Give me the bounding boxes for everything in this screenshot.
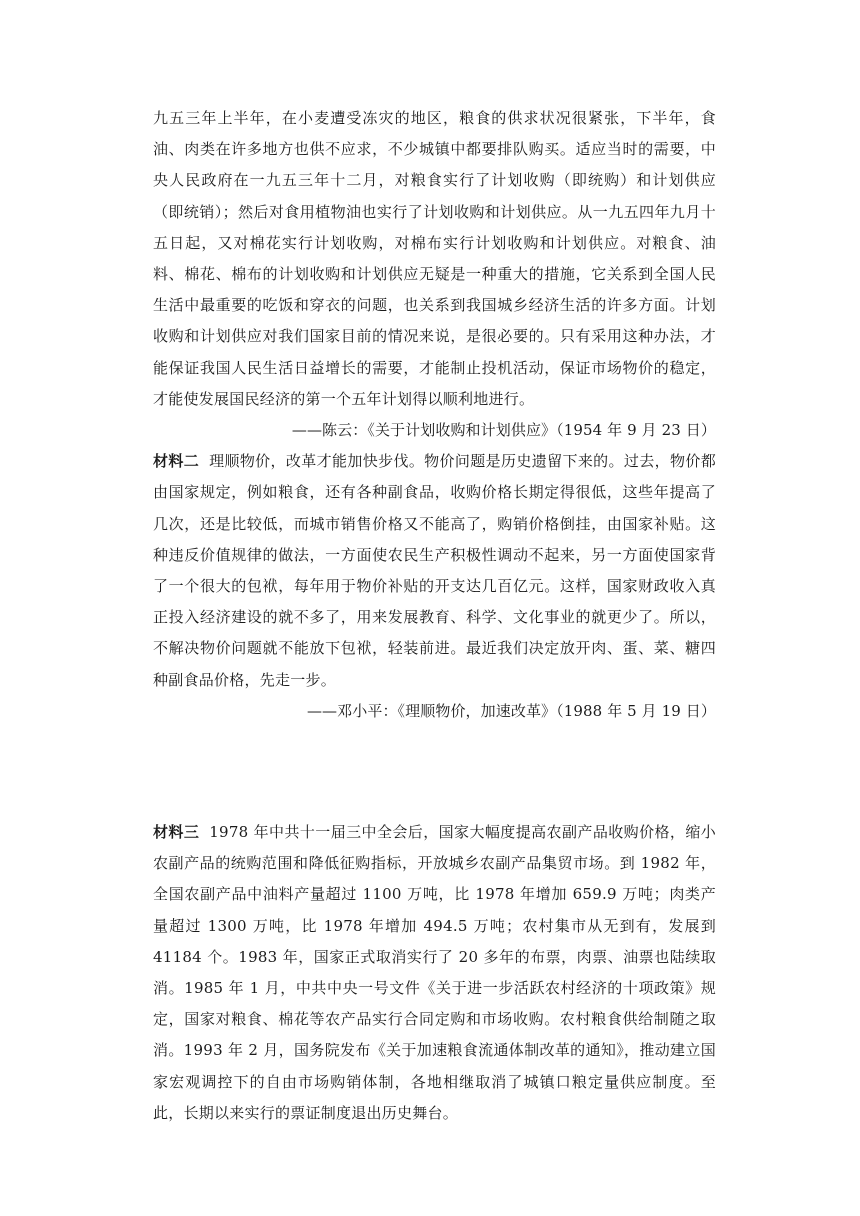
material-three-label: 材料三 — [153, 823, 200, 842]
blank-gap — [153, 727, 716, 817]
material-two-paragraph — [153, 446, 716, 696]
document-page — [153, 103, 716, 1129]
material-two-label: 材料二 — [153, 452, 200, 471]
material-one-source: ——陈云：《关于计划收购和计划供应》（1954 年 9 月 23 日） — [291, 421, 716, 440]
material-three-text: 1978 年中共十一届三中全会后，国家大幅度提高农副产品收购价格，缩小农副产品的统购范围和降低征购指标，开放城乡农副产品集贸市场。到 1982 年，全国农副产品中油料产量超过 1100 万吨，比 1978 年增加 659.9 万吨；肉类产量超过 1300 万吨，比 1978 年增加 494.5 万吨；农村集市从无到有，发展到 41184 个。1983 年，国家正式取消实行了 20 多年的布票，肉票、油票也陆续取消。1985 年 1 月，中共中央一号文件《关于进一步活跃农村经济的十项政策》规定，国家对粮食、棉花等农产品实行合同定购和市场收购。农村粮食供给制随之取消。1993 年 2 月，国务院发布《关于加速粮食流通体制改革的通知》，推动建立国家宏观调控下的自由市场购销体制，各地相继取消了城镇口粮定量供应制度。至此，长期以来实行的票证制度退出历史舞台。 — [153, 823, 716, 1122]
material-two-source: ——邓小平：《理顺物价，加速改革》（1988 年 5 月 19 日） — [306, 701, 716, 720]
material-three-paragraph — [153, 817, 716, 1129]
material-one-text: 九五三年上半年，在小麦遭受冻灾的地区，粮食的供求状况很紧张，下半年，食油、肉类在许多地方也供不应求，不少城镇中都要排队购买。适应当时的需要，中央人民政府在一九五三年十二月，对粮食实行了计划收购（即统购）和计划供应（即统销）；然后对食用植物油也实行了计划收购和计划供应。从一九五四年九月十五日起，又对棉花实行计划收购，对棉布实行计划收购和计划供应。对粮食、油料、棉花、棉布的计划收购和计划供应无疑是一种重大的措施，它关系到全国人民生活中最重要的吃饭和穿衣的问题，也关系到我国城乡经济生活的许多方面。计划收购和计划供应对我们国家目前的情况来说，是很必要的。只有采用这种办法，才能保证我国人民生活日益增长的需要，才能制止投机活动，保证市场物价的稳定，才能使发展国民经济的第一个五年计划得以顺利地进行。 — [153, 109, 716, 408]
material-two-text: 理顺物价，改革才能加快步伐。物价问题是历史遗留下来的。过去，物价都由国家规定，例如粮食，还有各种副食品，收购价格长期定得很低，这些年提高了几次，还是比较低，而城市销售价格又不能高了，购销价格倒挂，由国家补贴。这种违反价值规律的做法，一方面使农民生产积极性调动不起来，另一方面使国家背了一个很大的包袱，每年用于物价补贴的开支达几百亿元。这样，国家财政收入真正投入经济建设的就不多了，用来发展教育、科学、文化事业的就更少了。所以，不解决物价问题就不能放下包袱，轻装前进。最近我们决定放开肉、蛋、菜、糖四种副食品价格，先走一步。 — [153, 452, 716, 689]
